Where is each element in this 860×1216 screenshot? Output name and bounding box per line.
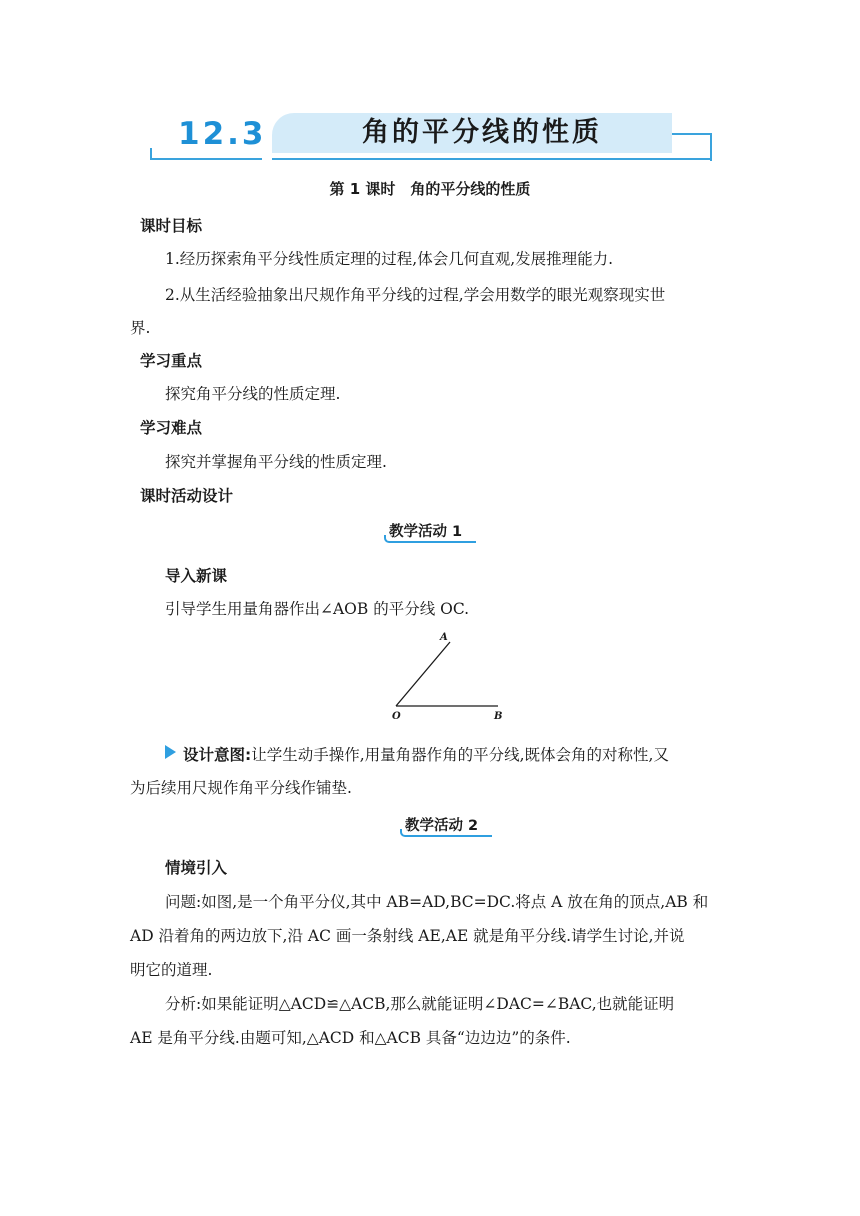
design-heading: 课时活动设计 (140, 487, 234, 505)
key-point-heading: 学习重点 (140, 352, 203, 370)
difficulty-heading: 学习难点 (140, 419, 203, 437)
intent-line2: 为后续用尺规作角平分线作铺垫. (130, 779, 352, 797)
lesson-subtitle: 第 1 课时 角的平分线的性质 (329, 180, 531, 198)
label-a: A (440, 632, 448, 643)
intent-label: 设计意图: (183, 746, 252, 764)
goals-heading: 课时目标 (140, 217, 203, 235)
key-point-text: 探究角平分线的性质定理. (165, 385, 341, 403)
activity-1-label: 教学活动 1 (389, 524, 463, 540)
ray-oa (396, 642, 450, 706)
section-title: 角的平分线的性质 (362, 117, 602, 148)
analysis-line2: AE 是角平分线.由题可知,△ACD 和△ACB 具备“边边边”的条件. (130, 1029, 571, 1047)
activity-2-underline (400, 829, 492, 837)
intent-line1: 让学生动手操作,用量角器作角的平分线,既体会角的对称性,又 (251, 746, 669, 764)
activity-1-text: 引导学生用量角器作出∠AOB 的平分线 OC. (165, 600, 470, 618)
angle-aob-figure (380, 628, 510, 728)
activity-1-heading: 导入新课 (165, 567, 228, 585)
label-b: B (494, 711, 503, 722)
activity-1-underline (384, 535, 476, 543)
goal-item-2-line2: 界. (130, 319, 151, 337)
header-rule-bottom (272, 158, 710, 160)
goal-item-1: 1.经历探索角平分线性质定理的过程,体会几何直观,发展推理能力. (165, 250, 614, 268)
section-number: 12.3 (178, 116, 267, 152)
label-o: O (392, 711, 401, 722)
activity-1-intent (183, 743, 669, 765)
goal-item-2-line1: 2.从生活经验抽象出尺规作角平分线的过程,学会用数学的眼光观察现实世 (165, 286, 666, 304)
activity-2-heading: 情境引入 (165, 859, 228, 877)
intent-marker-icon (165, 745, 176, 759)
difficulty-text: 探究并掌握角平分线的性质定理. (165, 453, 387, 471)
question-line1: 问题:如图,是一个角平分仪,其中 AB=AD,BC=DC.将点 A 放在角的顶点,AB 和 (165, 893, 709, 911)
question-line2: AD 沿着角的两边放下,沿 AC 画一条射线 AE,AE 就是角平分线.请学生讨论,并说 (130, 927, 685, 945)
question-line3: 明它的道理. (130, 961, 213, 979)
header-rule-right (672, 133, 712, 161)
activity-2-label: 教学活动 2 (405, 818, 479, 834)
analysis-line1: 分析:如果能证明△ACD≌△ACB,那么就能证明∠DAC=∠BAC,也就能证明 (165, 995, 675, 1013)
